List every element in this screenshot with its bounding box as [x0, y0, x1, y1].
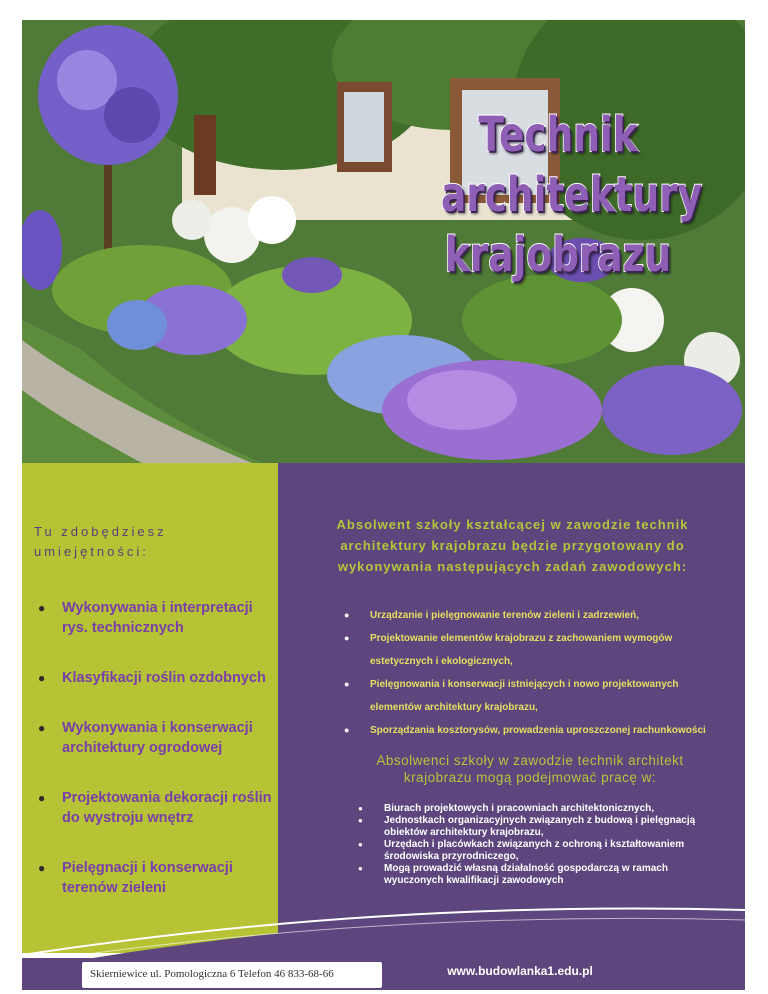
workplace-item-text: Urzędach i placówkach związanych z ochroną i kształtowaniem środowiska przyrodniczego, [384, 839, 685, 862]
bullet-icon: ● [358, 816, 363, 825]
task-item-text: Sporządzania kosztorysów, prowadzenia uproszczonej rachunkowości [370, 725, 706, 736]
bullet-icon: ● [38, 601, 46, 615]
workplace-item-text: Biurach projektowych i pracowniach architektonicznych, [384, 803, 655, 814]
bullet-icon: ● [38, 721, 46, 735]
workplaces-list [358, 803, 728, 887]
work-heading: Absolwenci szkoły w zawodzie technik architekt krajobrazu mogą podejmować pracę w: [376, 753, 684, 785]
bullet-icon: ● [344, 610, 350, 620]
graduate-heading: Absolwent szkoły kształcącej w zawodzie technik architektury krajobrazu będzie przygotowany do wykonywania następujących zadań zawodowych: [336, 517, 689, 574]
bullet-icon: ● [38, 791, 46, 805]
task-item-text: Pielęgnowania i konserwacji istniejących i nowo projektowanych elementów architektury krajobrazu, [370, 679, 679, 713]
poster-title [408, 105, 708, 285]
skill-item-text: Wykonywania i interpretacji rys. technicznych [62, 600, 253, 636]
skill-item-text: Pielęgnacji i konserwacji terenów zieleni [62, 860, 233, 896]
bullet-icon: ● [344, 725, 350, 735]
bullet-icon: ● [38, 861, 46, 875]
task-item [340, 604, 730, 627]
skill-item-text: Projektowania dekoracji roślin do wystroju wnętrz [62, 790, 272, 826]
title-line-1: Technik [478, 107, 638, 163]
workplace-item [358, 815, 728, 839]
tasks-list [340, 604, 730, 742]
bullet-icon: ● [358, 804, 363, 813]
bullet-icon: ● [344, 633, 350, 643]
skill-item-text: Klasyfikacji roślin ozdobnych [62, 670, 266, 686]
title-line-2: architektury [441, 167, 703, 223]
skill-item-text: Wykonywania i konserwacji architektury ogrodowej [62, 720, 253, 756]
workplace-item-text: Jednostkach organizacyjnych związanych z budową i pielęgnacją obiektów architektury krajobrazu, [384, 815, 696, 838]
skill-item [30, 858, 275, 898]
skills-heading: Tu zdobędziesz umiejętności: [34, 524, 167, 559]
workplace-item [358, 863, 728, 887]
task-item [340, 673, 730, 719]
bullet-icon: ● [344, 679, 350, 689]
bullet-icon: ● [358, 864, 363, 873]
workplace-item [358, 839, 728, 863]
bullet-icon: ● [358, 840, 363, 849]
workplace-item [358, 803, 728, 815]
school-address: Skierniewice ul. Pomologiczna 6 Telefon 46 833-68-66 [90, 968, 334, 980]
skills-list [30, 598, 275, 898]
skill-item [30, 718, 275, 758]
task-item [340, 627, 730, 673]
bullet-icon: ● [38, 671, 46, 685]
website-link[interactable]: www.budowlanka1.edu.pl [447, 964, 593, 978]
skill-item [30, 788, 275, 828]
skill-item [30, 668, 275, 688]
title-line-3: krajobrazu [444, 227, 672, 283]
task-item-text: Urządzanie i pielęgnowanie terenów zieleni i zadrzewień, [370, 610, 639, 621]
workplace-item-text: Mogą prowadzić własną działalność gospodarczą w ramach wyuczonych kwalifikacji zawodowych [384, 863, 668, 886]
skill-item [30, 598, 275, 638]
task-item [340, 719, 730, 742]
task-item-text: Projektowanie elementów krajobrazu z zachowaniem wymogów estetycznych i ekologicznych, [370, 633, 673, 667]
